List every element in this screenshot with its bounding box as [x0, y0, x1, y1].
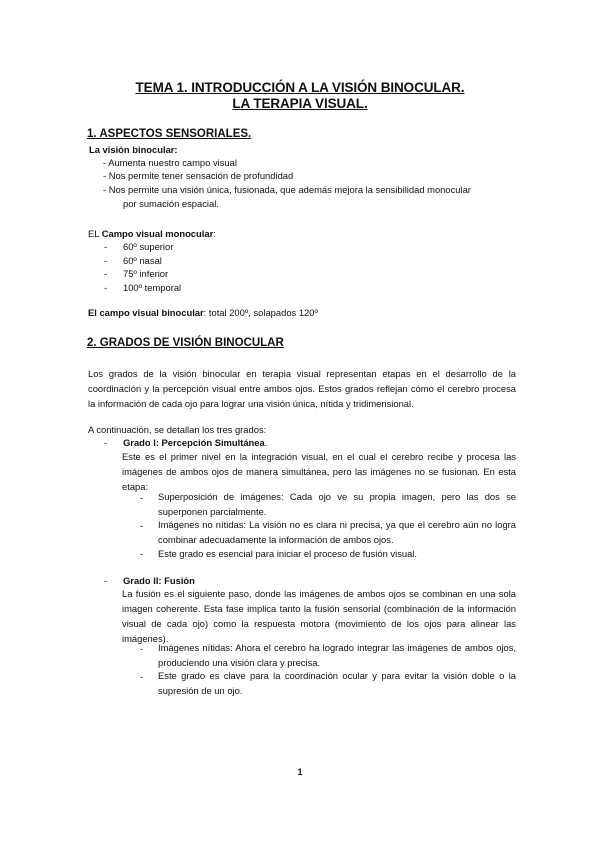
campo-binocular-value: : total 200º, solapados 120º	[203, 307, 318, 318]
list-dash: -	[140, 643, 144, 654]
grado-2-item: Imágenes nítidas: Ahora el cerebro ha logrado integrar las imágenes de ambos ojos, produciendo una visión clara y precisa.	[158, 642, 516, 668]
grado-1-heading	[123, 437, 267, 449]
page-number: 1	[297, 767, 303, 777]
document-title-line-1: TEMA 1. INTRODUCCIÓN A LA VISIÓN BINOCULAR.	[135, 80, 465, 95]
campo-monocular-heading	[88, 228, 216, 240]
campo-item: 60º superior	[123, 241, 174, 252]
vision-item: - Nos permite tener sensación de profundidad	[103, 170, 294, 181]
campo-item: 60º nasal	[123, 255, 162, 266]
section-2-heading: 2. GRADOS DE VISIÓN BINOCULAR	[87, 337, 284, 349]
campo-item: 100º temporal	[123, 282, 182, 293]
campo-suffix: :	[213, 228, 216, 239]
list-dash: -	[140, 492, 144, 503]
grado-1-item: Este grado es esencial para iniciar el proceso de fusión visual.	[158, 548, 417, 559]
grado-2-label: Grado II: Fusión	[123, 575, 195, 586]
grado-1-item: Superposición de imágenes: Cada ojo ve su propia imagen, pero las dos se superponen parcialmente.	[158, 491, 516, 517]
vision-item: - Aumenta nuestro campo visual	[103, 157, 237, 168]
campo-prefix: EL	[88, 228, 102, 239]
list-dash: -	[140, 548, 144, 559]
list-dash: -	[140, 671, 144, 682]
grado-2-description: La fusión es el siguiente paso, donde las imágenes de ambos ojos se combinan en una sola imagen coherente. Esta fase implica tanto la fusión sensorial (combinación de la información visual de cada ojo) como la respuesta motora (movimiento de los ojos para alinear las imágenes).	[122, 588, 516, 644]
list-dash: -	[104, 255, 108, 266]
grado-1-label: Grado I: Percepción Simultánea	[123, 437, 265, 448]
intro-paragraph: Los grados de la visión binocular en terapia visual representan etapas en el desarrollo de la coordinación y la percepción visual entre ambos ojos. Estos grados reflejan cómo el cerebro procesa la información de cada ojo para lograr una visión única, nítida y tridimensional.	[88, 368, 516, 409]
vision-item: - Nos permite una visión única, fusionada, que además mejora la sensibilidad monocular	[103, 184, 471, 195]
grado-1-item: Imágenes no nítidas: La visión no es clara ni precisa, ya que el cerebro aún no logra combinar adecuadamente la información de ambos ojos.	[158, 519, 516, 545]
list-dash: -	[104, 575, 108, 586]
grado-1-description: Este es el primer nivel en la integración visual, en el cual el cerebro recibe y procesa las imágenes de ambos ojos de manera simultánea, pero las imágenes no se fusionan. En esta etapa:	[122, 451, 516, 492]
list-dash: -	[104, 241, 108, 252]
vision-item-continuation: por sumación espacial.	[123, 198, 219, 209]
campo-monocular-label: Campo visual monocular	[101, 228, 214, 239]
grado-2-item: Este grado es clave para la coordinación ocular y para evitar la visión doble o la supresión de un ojo.	[158, 670, 516, 696]
list-dash: -	[104, 268, 108, 279]
vision-binocular-label: La visión binocular:	[89, 144, 178, 155]
grado-1-label-suffix: .	[264, 437, 268, 448]
list-dash: -	[104, 437, 108, 448]
list-dash: -	[140, 520, 144, 531]
campo-binocular-label: El campo visual binocular	[88, 307, 204, 318]
campo-binocular-line	[88, 307, 318, 319]
list-dash: -	[104, 282, 108, 293]
continuation-text: A continuación, se detallan los tres grados:	[88, 424, 267, 435]
document-title-line-2: LA TERAPIA VISUAL.	[232, 96, 368, 111]
section-1-heading: 1. ASPECTOS SENSORIALES.	[87, 128, 252, 140]
campo-item: 75º inferior	[123, 268, 169, 279]
